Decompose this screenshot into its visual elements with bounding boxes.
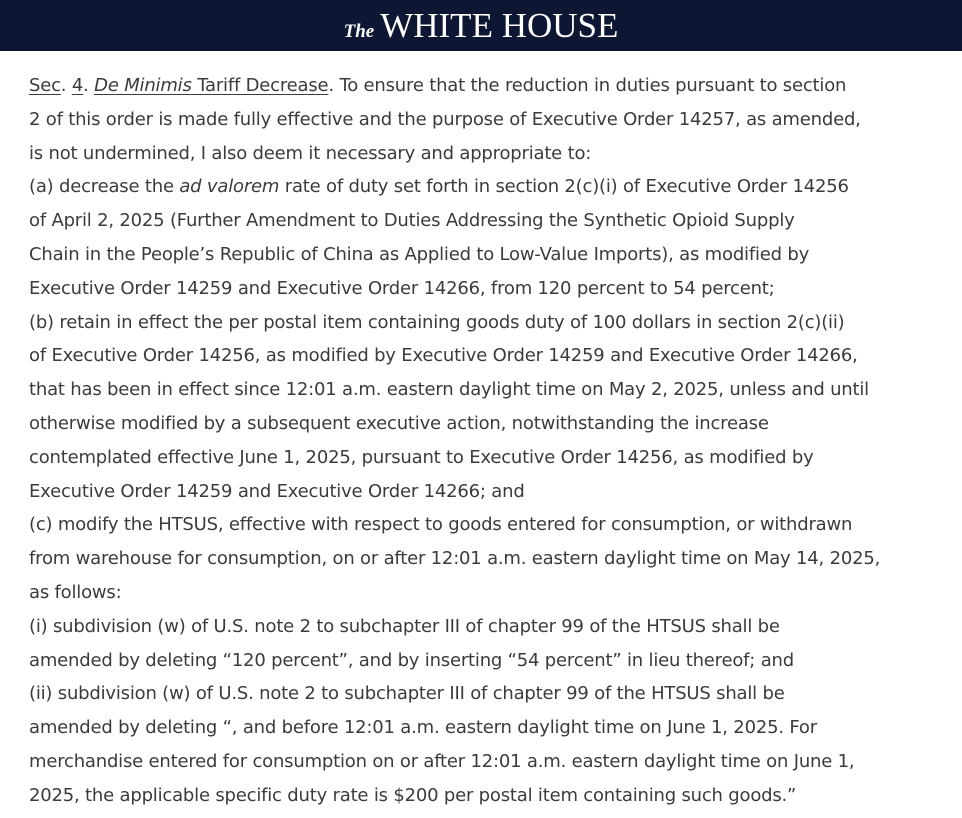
text-line: Chain in the People’s Republic of China as Applied to Low-Value Imports), as modified by (29, 243, 810, 265)
text-line: that has been in effect since 12:01 a.m. eastern daylight time on May 2, 2025, unless and until (29, 379, 869, 401)
section-title-rest: Tariff Decrease (191, 75, 329, 96)
section-punct: . (83, 75, 95, 96)
paragraph-c-i-line: (i) subdivision (w) of U.S. note 2 to subchapter III of chapter 99 of the HTSUS shall be (29, 615, 780, 637)
paragraph-a-suffix: rate of duty set forth in section 2(c)(i) of Executive Order 14256 (279, 176, 849, 198)
section-title (94, 75, 328, 96)
section-punct: . (60, 75, 72, 96)
section-intro-text: . To ensure that the reduction in duties pursuant to section (328, 75, 847, 96)
text-line: Executive Order 14259 and Executive Order 14266; and (29, 480, 525, 502)
text-line: amended by deleting “, and before 12:01 a.m. eastern daylight time on June 1, 2025. For (29, 717, 817, 739)
document-body (0, 51, 962, 813)
text-line: is not undermined, I also deem it necessary and appropriate to: (29, 142, 592, 164)
text-line: from warehouse for consumption, on or after 12:01 a.m. eastern daylight time on May 14, 2025, (29, 548, 881, 570)
section-label: Sec (29, 75, 61, 96)
paragraph-c-line: (c) modify the HTSUS, effective with respect to goods entered for consumption, or withdrawn (29, 514, 853, 536)
section-number: 4 (71, 75, 84, 96)
paragraph-b-line: (b) retain in effect the per postal item containing goods duty of 100 dollars in section 2(c)(ii) (29, 311, 845, 333)
section-heading-line (29, 69, 940, 103)
text-line: merchandise entered for consumption on or after 12:01 a.m. eastern daylight time on June 1, (29, 750, 855, 772)
section-title-italic: De Minimis (94, 75, 192, 96)
text-line: Executive Order 14259 and Executive Order 14266, from 120 percent to 54 percent; (29, 277, 775, 299)
text-line: of April 2, 2025 (Further Amendment to Duties Addressing the Synthetic Opioid Supply (29, 210, 795, 232)
text-line: 2 of this order is made fully effective and the purpose of Executive Order 14257, as amended, (29, 108, 861, 130)
paragraph-a-prefix: (a) decrease the (29, 176, 180, 198)
text-line: otherwise modified by a subsequent executive action, notwithstanding the increase (29, 412, 769, 434)
text-line: amended by deleting “120 percent”, and by inserting “54 percent” in lieu thereof; and (29, 649, 794, 671)
ad-valorem-italic: ad valorem (179, 176, 280, 198)
text-line: 2025, the applicable specific duty rate is $200 per postal item containing such goods.” (29, 784, 797, 806)
paragraph-a-line (29, 170, 940, 204)
logo-main-text: WHITE HOUSE (380, 6, 619, 45)
logo-the-text: The (343, 21, 375, 42)
text-line: contemplated effective June 1, 2025, pursuant to Executive Order 14256, as modified by (29, 446, 814, 468)
site-header (0, 0, 962, 51)
text-line: as follows: (29, 581, 122, 603)
paragraph-c-ii-line: (ii) subdivision (w) of U.S. note 2 to subchapter III of chapter 99 of the HTSUS shall be (29, 683, 785, 705)
text-line: of Executive Order 14256, as modified by Executive Order 14259 and Executive Order 14266, (29, 345, 858, 367)
white-house-logo[interactable] (344, 8, 619, 43)
